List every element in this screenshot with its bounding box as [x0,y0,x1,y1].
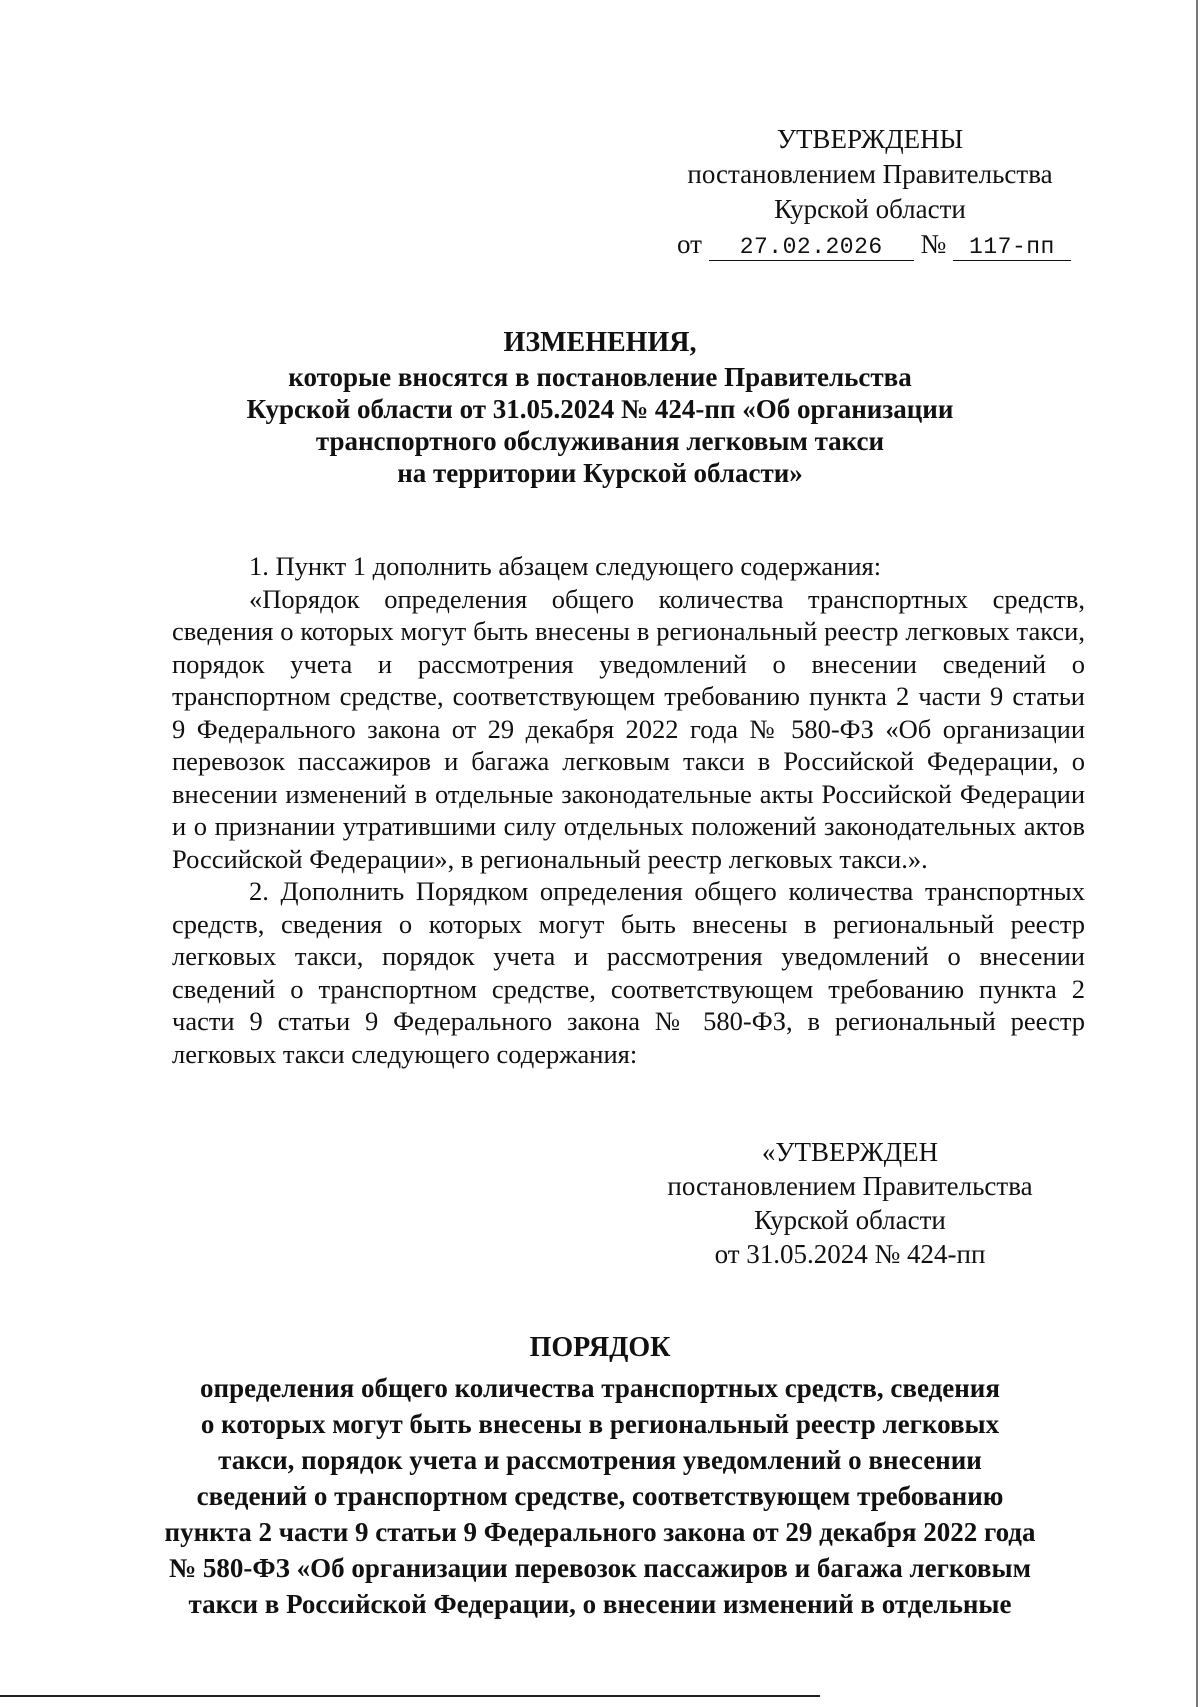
approval2-title: «УТВЕРЖДЕН [761,1137,939,1167]
approval-date-line [660,227,1080,262]
approval2-line-2: Курской области [754,1205,946,1235]
order-title-line-2: о которых могут быть внесены в региональный реестр легковых [200,1409,1000,1439]
approval-stamp [660,122,1080,262]
approval-date: 27.02.2026 [709,234,914,261]
number-prefix: № [920,229,947,259]
changes-title-line-1: которые вносятся в постановление Правительства [288,362,912,392]
paragraph-quote-1: «Порядок определения общего количества транспортных средств, сведения о которых могут быть внесены в региональный реестр легковых такси, порядок учета и рассмотрения уведомлений о внесении сведений о транспортном средстве, соответствующем требованию пункта 2 части 9 статьи 9 Федерального закона от 29 декабря 2022 года № 580-ФЗ «Об организации перевозок пассажиров и багажа легковым такси в Российской Федерации, о внесении изменений в отдельные законодательные акты Российской Федерации и о признании утратившими силу отдельных положений законодательных актов Российской Федерации», в региональный реестр легковых такси.». [172,583,1085,874]
approval-line-1: постановлением Правительства [687,159,1053,189]
changes-title-line-4: на территории Курской области» [397,458,803,488]
order-title-line-4: сведений о транспортном средстве, соответствующем требованию [196,1481,1004,1511]
document-body [172,550,1085,1070]
order-title-line-6: № 580-ФЗ «Об организации перевозок пассажиров и багажа легковым [169,1553,1031,1583]
approval-stamp-2 [640,1135,1060,1271]
order-title-line-7: такси в Российской Федерации, о внесении изменений в отдельные [188,1589,1012,1619]
order-title-line-5: пункта 2 части 9 статьи 9 Федерального закона от 29 декабря 2022 года [164,1517,1036,1547]
approval-title: УТВЕРЖДЕНЫ [776,124,964,154]
scan-edge-right [1196,0,1198,1707]
changes-title-line-3: транспортного обслуживания легковым такси [315,426,885,456]
paragraph-item-1: 1. Пункт 1 дополнить абзацем следующего содержания: [249,551,882,581]
changes-title-line-2: Курской области от 31.05.2024 № 424-пп «Об организации [246,394,954,424]
date-prefix: от [677,229,702,259]
order-title [160,1330,1040,1622]
changes-heading: ИЗМЕНЕНИЯ, [503,327,697,358]
changes-title [160,327,1040,489]
scan-edge-bottom [0,1695,820,1697]
order-title-line-1: определения общего количества транспортных средств, сведения [200,1373,1000,1403]
approval2-line-1: постановлением Правительства [667,1171,1033,1201]
approval-line-2: Курской области [774,194,966,224]
paragraph-item-2: 2. Дополнить Порядком определения общего количества транспортных средств, сведения о которых могут быть внесены в региональный реестр легковых такси, порядок учета и рассмотрения уведомлений о внесении сведений о транспортном средстве, соответствующем требованию пункта 2 части 9 статьи 9 Федерального закона № 580-ФЗ, в региональный реестр легковых такси следующего содержания: [172,876,1085,1069]
order-title-line-3: такси, порядок учета и рассмотрения уведомлений о внесении [218,1445,982,1475]
approval2-line-3: от 31.05.2024 № 424-пп [714,1239,986,1269]
order-heading: ПОРЯДОК [529,1332,671,1363]
approval-number: 117-пп [953,234,1071,261]
